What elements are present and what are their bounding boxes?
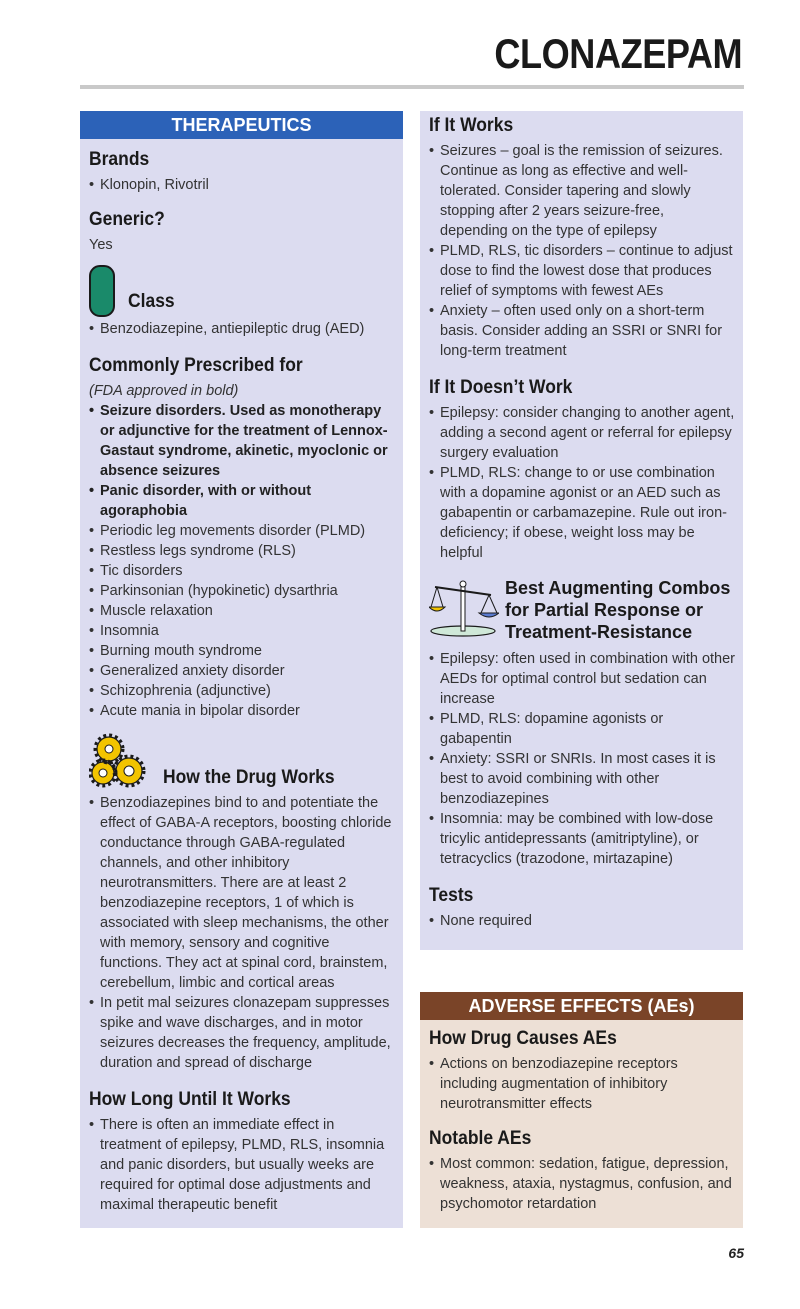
if-works-list: [429, 141, 735, 361]
list-item: • PLMD, RLS: change to or use combination with a dopamine agonist or an AED such as gabapentin or carbamazepine. Rule out iron-deficiency; if obese, weight loss may be helpful: [429, 463, 735, 563]
class-list: [89, 319, 395, 339]
how-works-list: [89, 793, 395, 1073]
how-works-heading-row: [89, 733, 395, 789]
brands-heading: Brands: [89, 149, 150, 170]
generic-value: Yes: [89, 237, 113, 253]
list-item: • Klonopin, Rivotril: [89, 175, 395, 195]
if-not-works-section: [429, 377, 735, 563]
list-item: • Insomnia: may be combined with low-dose tricylic antidepressants (amitriptyline), or tetracyclics (trazodone, mirtazapine): [429, 809, 735, 869]
list-item: • Periodic leg movements disorder (PLMD): [89, 521, 395, 541]
if-not-works-list: [429, 403, 735, 563]
prescribed-note: (FDA approved in bold): [89, 383, 239, 399]
augment-section: [429, 577, 735, 869]
generic-section: [89, 209, 395, 255]
list-item: • Epilepsy: often used in combination with other AEDs for optimal control but sedation can increase: [429, 649, 735, 709]
list-item: • Benzodiazepines bind to and potentiate the effect of GABA-A receptors, boosting chloride conductance through GABA-regulated channels, and other inhibitory neurotransmitters. There are at least 2 benzodiazepine receptors, 1 of which is associated with sleep mechanisms, the other with memory, sensory and cognitive functions. They act at spinal cord, brainstem, cerebellum, limbic and cortical areas: [89, 793, 395, 993]
tests-list: [429, 911, 735, 931]
list-item: • Epilepsy: consider changing to another agent, adding a second agent or referral for epilepsy surgery evaluation: [429, 403, 735, 463]
class-heading-row: [89, 265, 395, 317]
list-item: • Insomnia: [89, 621, 395, 641]
prescribed-section: [89, 355, 395, 721]
page-number: 65: [728, 1245, 744, 1261]
list-item: • Actions on benzodiazepine receptors including augmentation of inhibitory neurotransmitter effects: [429, 1054, 735, 1114]
adverse-effects-panel: [420, 992, 743, 1228]
gears-icon: [89, 733, 159, 789]
tests-heading: Tests: [429, 885, 474, 906]
therapeutics-banner: THERAPEUTICS: [80, 111, 403, 139]
list-item: • Most common: sedation, fatigue, depression, weakness, ataxia, nystagmus, confusion, and psychomotor retardation: [429, 1154, 735, 1214]
notable-section: [429, 1128, 735, 1214]
list-item: • Panic disorder, with or without agoraphobia: [89, 481, 395, 521]
list-item: • Tic disorders: [89, 561, 395, 581]
augment-list: [429, 649, 735, 869]
title-rule: [80, 85, 744, 89]
drug-title: CLONAZEPAM: [494, 30, 742, 77]
list-item: • Acute mania in bipolar disorder: [89, 701, 395, 721]
how-long-list: [89, 1115, 395, 1215]
tests-section: [429, 885, 735, 931]
list-item: • Restless legs syndrome (RLS): [89, 541, 395, 561]
list-item: • None required: [429, 911, 735, 931]
brands-section: [89, 149, 395, 195]
generic-heading: Generic?: [89, 209, 165, 230]
how-works-section: [89, 733, 395, 1073]
therapeutics-panel: [80, 111, 403, 1228]
prescribed-list: [89, 521, 395, 721]
list-item: • Seizure disorders. Used as monotherapy or adjunctive for the treatment of Lennox-Gastaut syndrome, akinetic, myoclonic or absence seizures: [89, 401, 395, 481]
list-item: • Seizures – goal is the remission of seizures. Continue as long as effective and well-tolerated. Consider tapering and slowly stopping after 2 years seizure-free, depending on the type of epilepsy: [429, 141, 735, 241]
capsule-icon: [89, 265, 115, 317]
list-item: • Burning mouth syndrome: [89, 641, 395, 661]
notable-heading: Notable AEs: [429, 1128, 532, 1149]
how-long-section: [89, 1089, 395, 1215]
list-item: • PLMD, RLS: dopamine agonists or gabapentin: [429, 709, 735, 749]
prescribed-heading: Commonly Prescribed for: [89, 355, 303, 376]
list-item: • PLMD, RLS, tic disorders – continue to adjust dose to find the lowest dose that produces relief of symptoms with fewest AEs: [429, 241, 735, 301]
if-works-heading: If It Works: [429, 115, 514, 136]
causes-section: [429, 1028, 735, 1114]
list-item: • Schizophrenia (adjunctive): [89, 681, 395, 701]
augment-heading-row: [429, 577, 735, 647]
response-panel: [420, 111, 743, 950]
list-item: • Muscle relaxation: [89, 601, 395, 621]
list-item: • Anxiety: SSRI or SNRIs. In most cases it is best to avoid combining with other benzodiazepines: [429, 749, 735, 809]
causes-list: [429, 1054, 735, 1114]
if-not-works-heading: If It Doesn’t Work: [429, 377, 573, 398]
list-item: • Anxiety – often used only on a short-term basis. Consider adding an SSRI or SNRI for long-term treatment: [429, 301, 735, 361]
list-item: • Generalized anxiety disorder: [89, 661, 395, 681]
augment-heading: Best Augmenting Combos for Partial Response or Treatment-Resistance: [505, 578, 731, 642]
class-section: [89, 265, 395, 339]
causes-heading: How Drug Causes AEs: [429, 1028, 617, 1049]
list-item: • Benzodiazepine, antiepileptic drug (AED): [89, 319, 395, 339]
prescribed-bold-list: [89, 401, 395, 521]
how-long-heading: How Long Until It Works: [89, 1089, 291, 1110]
how-works-heading: How the Drug Works: [163, 767, 335, 788]
notable-list: [429, 1154, 735, 1214]
brands-list: [89, 175, 395, 195]
balance-scale-icon: [429, 577, 499, 637]
list-item: • Parkinsonian (hypokinetic) dysarthria: [89, 581, 395, 601]
class-heading: Class: [128, 291, 175, 312]
adverse-effects-banner: ADVERSE EFFECTS (AEs): [420, 992, 743, 1020]
list-item: • In petit mal seizures clonazepam suppresses spike and wave discharges, and in motor seizures decreases the frequency, amplitude, duration and spread of discharge: [89, 993, 395, 1073]
list-item: • There is often an immediate effect in treatment of epilepsy, PLMD, RLS, insomnia and panic disorders, but usually weeks are required for optimal dose adjustments and maximal therapeutic benefit: [89, 1115, 395, 1215]
if-works-section: [429, 115, 735, 361]
